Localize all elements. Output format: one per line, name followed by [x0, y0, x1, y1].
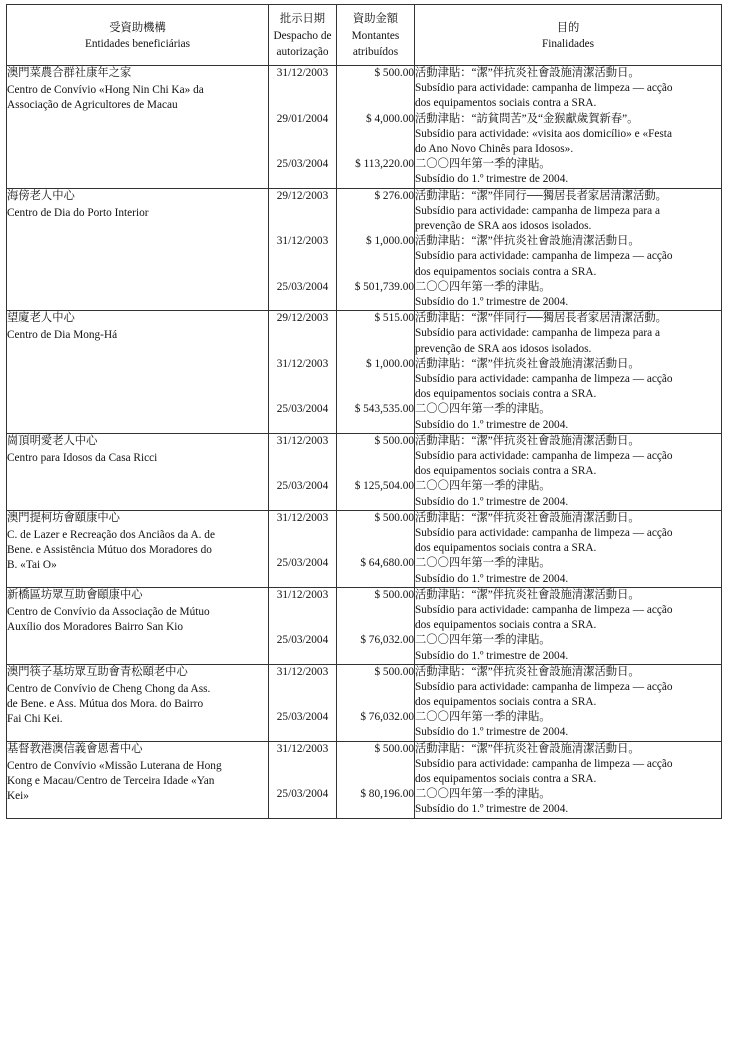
- grant-amount: $ 500.00: [374, 588, 414, 601]
- grant-amount: $ 501,739.00: [354, 280, 414, 293]
- entity-cell: [7, 188, 269, 311]
- purpose-line: Subsídio para actividade: campanha de limpeza — acção: [415, 603, 673, 616]
- grant-purpose: [415, 479, 721, 509]
- purpose-line: 活動津貼：“潔”伴同行──獨居長者家居清潔活動。: [415, 189, 667, 202]
- purpose-line: 活動津貼：“潔”伴抗炎社會設施清潔活動日。: [415, 434, 640, 447]
- entity-cell: [7, 311, 269, 434]
- date-cell: [269, 66, 337, 189]
- entity-name-pt-line: Centro para Idosos da Casa Ricci: [7, 451, 158, 464]
- header-purpose-zh: 目的: [556, 21, 580, 34]
- purpose-line: 二〇〇四年第一季的津貼。: [415, 711, 551, 724]
- date-cell: [269, 433, 337, 510]
- purpose-line: Subsídio para actividade: campanha de limpeza — acção: [415, 449, 673, 462]
- entity-cell: [7, 433, 269, 510]
- purpose-line: 活動津貼：“潔”伴抗炎社會設施清潔活動日。: [415, 67, 640, 79]
- purpose-line: 活動津貼：“潔”伴同行──獨居長者家居清潔活動。: [415, 312, 667, 325]
- grant-purpose: [415, 357, 721, 403]
- purpose-line: Subsídio para actividade: campanha de limpeza para a: [415, 327, 660, 340]
- table-row: [7, 664, 722, 741]
- purpose-line: Subsídio do 1.º trimestre de 2004.: [415, 495, 569, 508]
- purpose-cell: [415, 311, 722, 434]
- purpose-line: Subsídio para actividade: campanha de limpeza para a: [415, 204, 660, 217]
- grants-table: [6, 4, 722, 819]
- purpose-line: Subsídio para actividade: campanha de limpeza — acção: [415, 680, 673, 693]
- grant-purpose: [415, 66, 721, 112]
- grant-date: 25/03/2004: [276, 711, 329, 724]
- purpose-cell: [415, 587, 722, 664]
- grant-date: 25/03/2004: [276, 280, 329, 293]
- grant-date: 25/03/2004: [276, 403, 329, 416]
- entity-name-pt-line: Associação de Agricultores de Macau: [7, 99, 178, 112]
- grant-amount: $ 500.00: [374, 434, 414, 447]
- header-date-zh: 批示日期: [279, 13, 326, 26]
- grant-purpose: [415, 742, 721, 788]
- grant-purpose: [415, 234, 721, 280]
- purpose-line: do Ano Novo Chinês para Idosos».: [415, 143, 574, 155]
- header-date-pt2: autorização: [276, 46, 329, 59]
- entity-cell: [7, 664, 269, 741]
- purpose-line: 活動津貼：“潔”伴抗炎社會設施清潔活動日。: [415, 665, 640, 678]
- grant-purpose: [415, 556, 721, 586]
- grant-amount: $ 1,000.00: [365, 357, 414, 370]
- purpose-line: prevenção de SRA aos idosos isolados.: [415, 219, 592, 232]
- grant-date: 25/03/2004: [276, 788, 329, 801]
- amount-cell: [337, 66, 415, 189]
- grant-amount: $ 80,196.00: [360, 788, 414, 801]
- purpose-line: 二〇〇四年第一季的津貼。: [415, 634, 551, 647]
- purpose-line: dos equipamentos sociais contra a SRA.: [415, 388, 597, 401]
- date-cell: [269, 741, 337, 818]
- purpose-line: dos equipamentos sociais contra a SRA.: [415, 696, 597, 709]
- header-purpose: [415, 5, 722, 66]
- table-row: [7, 188, 722, 311]
- entity-cell: [7, 510, 269, 587]
- grant-purpose: [415, 665, 721, 711]
- purpose-line: Subsídio do 1.º trimestre de 2004.: [415, 418, 569, 431]
- entity-name-pt-line: Fai Chi Kei.: [7, 713, 63, 726]
- grants-document: [6, 4, 721, 819]
- grant-purpose: [415, 787, 721, 817]
- amount-cell: [337, 311, 415, 434]
- entity-name-pt-line: Centro de Convívio «Hong Nin Chi Ka» da: [7, 84, 204, 97]
- entity-name-pt-line: Centro de Convívio de Cheng Chong da Ass.: [7, 682, 211, 695]
- header-entity-pt: Entidades beneficiárias: [84, 38, 191, 50]
- entity-cell: [7, 66, 269, 189]
- purpose-cell: [415, 664, 722, 741]
- entity-name-zh: 澳門提柯坊會頤康中心: [7, 511, 120, 524]
- entity-name-pt-line: Centro de Convívio da Associação de Mútuo: [7, 605, 210, 618]
- grant-date: 29/12/2003: [276, 312, 329, 325]
- entity-name-zh: 新橋區坊眾互助會頤康中心: [7, 588, 143, 601]
- table-row: [7, 433, 722, 510]
- grant-date: 25/03/2004: [276, 158, 329, 171]
- grant-amount: $ 500.00: [374, 67, 414, 79]
- table-row: [7, 587, 722, 664]
- amount-cell: [337, 433, 415, 510]
- purpose-line: Subsídio para actividade: campanha de limpeza — acção: [415, 372, 673, 385]
- grant-amount: $ 76,032.00: [360, 634, 414, 647]
- purpose-line: dos equipamentos sociais contra a SRA.: [415, 542, 597, 555]
- entity-name-pt-line: Auxílio dos Moradores Bairro San Kio: [7, 621, 184, 634]
- entity-name-zh: 崗頂明愛老人中心: [7, 434, 98, 447]
- grant-purpose: [415, 280, 721, 310]
- purpose-line: Subsídio do 1.º trimestre de 2004.: [415, 173, 569, 186]
- purpose-line: 二〇〇四年第一季的津貼。: [415, 403, 551, 416]
- purpose-cell: [415, 188, 722, 311]
- amount-cell: [337, 741, 415, 818]
- grant-amount: $ 515.00: [374, 312, 414, 325]
- header-purpose-pt: Finalidades: [541, 38, 595, 50]
- header-entity: [7, 5, 269, 66]
- grant-amount: $ 276.00: [374, 189, 414, 202]
- entity-name-pt-line: Centro de Dia Mong-Há: [7, 329, 118, 342]
- grant-purpose: [415, 311, 721, 357]
- entity-name-pt-line: Bene. e Assistência Mútuo dos Moradores do: [7, 544, 212, 557]
- purpose-line: dos equipamentos sociais contra a SRA.: [415, 619, 597, 632]
- entity-name-zh: 基督教港澳信義會恩耆中心: [7, 742, 143, 755]
- grant-purpose: [415, 633, 721, 663]
- entity-name-zh: 海傍老人中心: [7, 189, 75, 202]
- amount-cell: [337, 188, 415, 311]
- purpose-line: prevenção de SRA aos idosos isolados.: [415, 342, 592, 355]
- grant-date: 31/12/2003: [276, 665, 329, 678]
- header-amount: [337, 5, 415, 66]
- purpose-cell: [415, 510, 722, 587]
- grant-purpose: [415, 588, 721, 634]
- purpose-line: 活動津貼：“潔”伴抗炎社會設施清潔活動日。: [415, 357, 640, 370]
- entity-name-pt-line: Centro de Dia do Porto Interior: [7, 206, 149, 219]
- grant-date: 31/12/2003: [276, 67, 329, 79]
- entity-name-zh: 望廈老人中心: [7, 312, 75, 325]
- purpose-line: dos equipamentos sociais contra a SRA.: [415, 97, 597, 110]
- date-cell: [269, 587, 337, 664]
- header-amount-zh: 資助金額: [352, 13, 399, 26]
- amount-cell: [337, 587, 415, 664]
- purpose-line: Subsídio do 1.º trimestre de 2004.: [415, 726, 569, 739]
- grant-amount: $ 1,000.00: [365, 235, 414, 248]
- table-row: [7, 66, 722, 189]
- grant-amount: $ 64,680.00: [360, 557, 414, 570]
- date-cell: [269, 664, 337, 741]
- grant-date: 31/12/2003: [276, 357, 329, 370]
- table-row: [7, 311, 722, 434]
- purpose-line: 活動津貼：“潔”伴抗炎社會設施清潔活動日。: [415, 511, 640, 524]
- purpose-line: Subsídio do 1.º trimestre de 2004.: [415, 649, 569, 662]
- header-date: [269, 5, 337, 66]
- purpose-line: dos equipamentos sociais contra a SRA.: [415, 265, 597, 278]
- entity-cell: [7, 741, 269, 818]
- purpose-line: 二〇〇四年第一季的津貼。: [415, 788, 551, 801]
- purpose-line: Subsídio do 1.º trimestre de 2004.: [415, 803, 569, 816]
- amount-cell: [337, 510, 415, 587]
- grant-amount: $ 4,000.00: [365, 112, 414, 125]
- purpose-line: 活動津貼：“訪貧問苦”及“金猴獻歲賀新春”。: [415, 112, 639, 125]
- table-row: [7, 510, 722, 587]
- purpose-line: 活動津貼：“潔”伴抗炎社會設施清潔活動日。: [415, 588, 640, 601]
- purpose-line: Subsídio do 1.º trimestre de 2004.: [415, 572, 569, 585]
- grant-amount: $ 76,032.00: [360, 711, 414, 724]
- grant-purpose: [415, 511, 721, 557]
- entity-name-pt-line: B. «Tai O»: [7, 559, 57, 572]
- grant-date: 31/12/2003: [276, 742, 329, 755]
- grant-amount: $ 113,220.00: [355, 158, 414, 171]
- purpose-line: Subsídio para actividade: campanha de limpeza — acção: [415, 526, 673, 539]
- grant-amount: $ 543,535.00: [354, 403, 414, 416]
- header-date-pt1: Despacho de: [273, 29, 332, 42]
- grant-date: 31/12/2003: [276, 434, 329, 447]
- purpose-line: Subsídio do 1.º trimestre de 2004.: [415, 295, 569, 308]
- entity-name-pt-line: C. de Lazer e Recreação dos Anciãos da A. de: [7, 528, 215, 541]
- entity-name-pt-line: de Bene. e Ass. Mútua dos Mora. do Bairro: [7, 698, 204, 711]
- grant-purpose: [415, 402, 721, 432]
- grant-amount: $ 500.00: [374, 665, 414, 678]
- purpose-line: Subsídio para actividade: «visita aos domicílio» e «Festa: [415, 127, 672, 140]
- purpose-line: dos equipamentos sociais contra a SRA.: [415, 465, 597, 478]
- purpose-cell: [415, 66, 722, 189]
- grant-purpose: [415, 434, 721, 480]
- header-entity-zh: 受資助機構: [109, 21, 166, 34]
- entity-name-pt-line: Centro de Convívio «Missão Luterana de Hong: [7, 759, 222, 772]
- header-amount-pt1: Montantes: [351, 29, 400, 42]
- grant-purpose: [415, 710, 721, 740]
- table-row: [7, 741, 722, 818]
- purpose-line: 二〇〇四年第一季的津貼。: [415, 280, 551, 293]
- entity-name-zh: 澳門菜農合群社康年之家: [7, 67, 132, 79]
- grant-date: 31/12/2003: [276, 588, 329, 601]
- purpose-line: Subsídio para actividade: campanha de limpeza — acção: [415, 82, 673, 95]
- purpose-line: 二〇〇四年第一季的津貼。: [415, 158, 551, 171]
- purpose-line: 活動津貼：“潔”伴抗炎社會設施清潔活動日。: [415, 742, 640, 755]
- grant-purpose: [415, 112, 721, 158]
- date-cell: [269, 311, 337, 434]
- purpose-line: dos equipamentos sociais contra a SRA.: [415, 773, 597, 786]
- grant-date: 29/01/2004: [276, 112, 329, 125]
- amount-cell: [337, 664, 415, 741]
- grant-amount: $ 500.00: [374, 511, 414, 524]
- purpose-line: Subsídio para actividade: campanha de limpeza — acção: [415, 250, 673, 263]
- purpose-line: 二〇〇四年第一季的津貼。: [415, 557, 551, 570]
- date-cell: [269, 510, 337, 587]
- grant-amount: $ 125,504.00: [354, 480, 414, 493]
- purpose-cell: [415, 741, 722, 818]
- grant-date: 29/12/2003: [276, 189, 329, 202]
- grant-amount: $ 500.00: [374, 742, 414, 755]
- grant-date: 25/03/2004: [276, 480, 329, 493]
- header-amount-pt2: atribuídos: [352, 46, 399, 59]
- entity-name-zh: 澳門筷子基坊眾互助會青松頤老中心: [7, 665, 188, 678]
- grant-date: 31/12/2003: [276, 511, 329, 524]
- grant-date: 25/03/2004: [276, 557, 329, 570]
- purpose-line: Subsídio para actividade: campanha de limpeza — acção: [415, 757, 673, 770]
- header-row: [7, 5, 722, 66]
- entity-name-pt-line: Kong e Macau/Centro de Terceira Idade «Yan: [7, 775, 215, 788]
- date-cell: [269, 188, 337, 311]
- purpose-line: 活動津貼：“潔”伴抗炎社會設施清潔活動日。: [415, 235, 640, 248]
- entity-name-pt-line: Kei»: [7, 790, 29, 803]
- grant-purpose: [415, 157, 721, 187]
- purpose-line: 二〇〇四年第一季的津貼。: [415, 480, 551, 493]
- grant-purpose: [415, 189, 721, 235]
- grant-date: 25/03/2004: [276, 634, 329, 647]
- purpose-cell: [415, 433, 722, 510]
- grant-date: 31/12/2003: [276, 235, 329, 248]
- entity-cell: [7, 587, 269, 664]
